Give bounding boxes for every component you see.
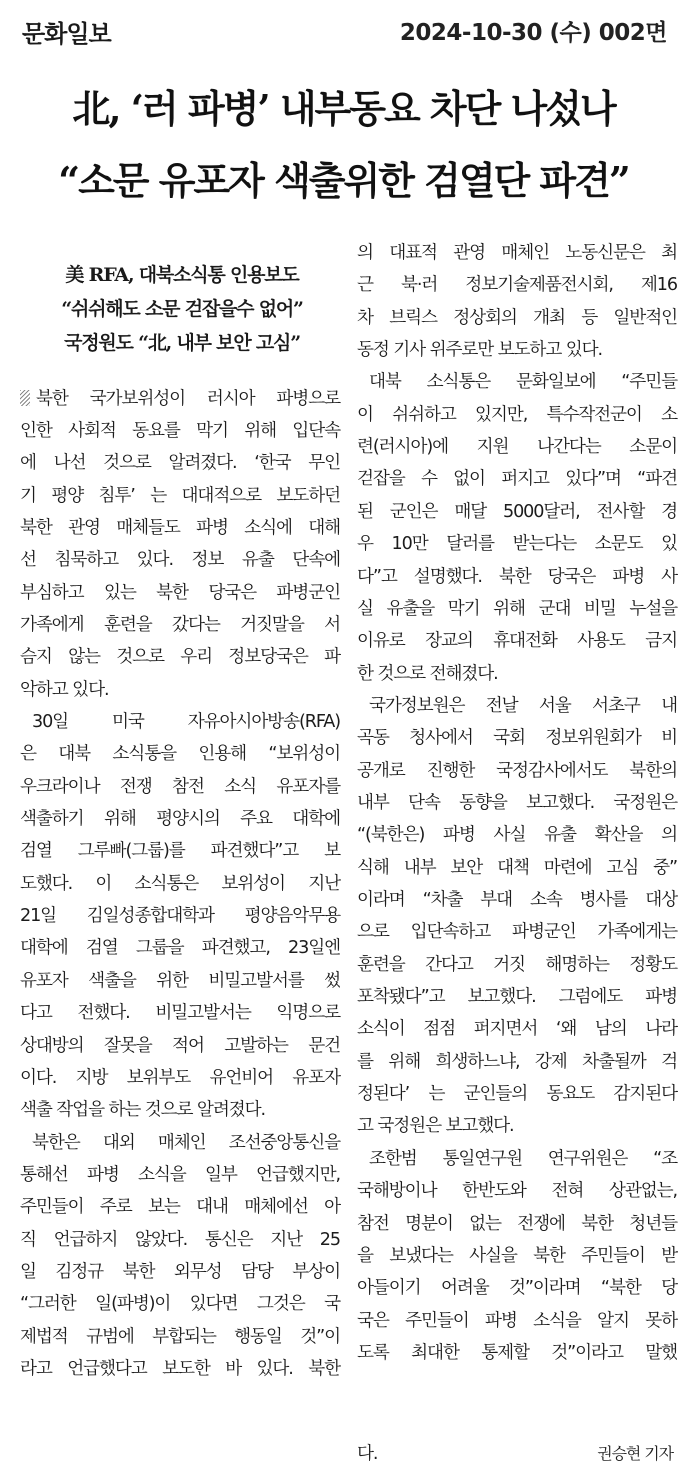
article-text-line: 을 보냈다는 사실을 북한 주민들이 받 [357, 1245, 677, 1266]
article-text-line: 국은 주민들이 파병 소식을 알지 못하 [357, 1310, 677, 1331]
article-text-line: 국해방이나 한반도와 전혀 상관없는, [357, 1181, 677, 1202]
article-text-line: “그러한 일(파병)이 있다면 그것은 국 [20, 1294, 340, 1315]
article-text-line: 이라며 “차출 부대 소속 병사를 대상 [357, 890, 677, 910]
article-text-line: “(북한은) 파병 사실 유출 확산을 의 [357, 825, 677, 846]
deck-line: 국정원도 “北, 내부 보안 고심” [64, 332, 300, 354]
article-text-line: 에 나선 것으로 알려졌다. ‘한국 무인 [20, 453, 340, 474]
article-text-line: 일 김정규 북한 외무성 담당 부상이 [20, 1261, 340, 1282]
article-text-line: 고 국정원은 보고했다. [357, 1116, 514, 1137]
headline-line-2: “소문 유포자 색출위한 검열단 파견” [58, 158, 629, 203]
newspaper-name: 문화일보 [22, 19, 111, 48]
article-text-line: 북한은 대외 매체인 조선중앙통신을 [32, 1132, 340, 1153]
article-text-line: 우 10만 달러를 받는다는 소문도 있 [357, 534, 677, 555]
article-text-line: 소식이 점점 퍼지면서 ‘왜 남의 나라 [357, 1019, 677, 1040]
article-text-line: 라고 언급했다고 보도한 바 있다. 북한 [20, 1359, 340, 1379]
article-text-line: 21일 김일성종합대학과 평양음악무용 [20, 906, 340, 927]
article-text-line: 색출 작업을 하는 것으로 알려졌다. [20, 1100, 266, 1121]
article-text-line: 국가정보원은 전날 서울 서초구 내 [369, 695, 677, 716]
article-text-line: 실 유출을 막기 위해 군대 비밀 누설을 [357, 598, 677, 619]
article-text-line: 정된다’ 는 군인들의 동요도 감지된다 [357, 1084, 677, 1105]
article-text-line: 직 언급하지 않았다. 통신은 지난 25 [20, 1229, 340, 1250]
article-text-line: 의 대표적 관영 매체인 노동신문은 최 [357, 243, 677, 263]
article-text-line: 기 평양 침투’ 는 대대적으로 보도하던 [20, 485, 340, 506]
article-text: 북한 국가보위성이 러시아 파병으로 [36, 388, 340, 409]
headline-line-1: 北, ‘러 파병’ 내부동요 차단 나섰나 [72, 86, 615, 131]
article-text-line [20, 386, 340, 412]
article-text-line: 유포자 색출을 위한 비밀고발서를 썼 [20, 970, 340, 991]
article-text-line: 된 군인은 매달 5000달러, 전사할 경 [357, 501, 677, 522]
article-text-line: 이 쉬쉬하고 있지만, 특수작전군이 소 [357, 404, 677, 425]
article-text-line: 대북 소식통은 문화일보에 “주민들 [369, 372, 677, 393]
article-ending: 다. [357, 1444, 378, 1464]
article-text-line: 내부 단속 동향을 보고했다. 국정원은 [357, 792, 677, 813]
article-text-line: 우크라이나 전쟁 참전 소식 유포자를 [20, 776, 340, 797]
article-text-line: 도했다. 이 소식통은 보위성이 지난 [20, 873, 340, 894]
masthead [0, 0, 687, 56]
article-text-line: 다”고 설명했다. 북한 당국은 파병 사 [357, 566, 677, 587]
article-text-line: 동정 기사 위주로만 보도하고 있다. [357, 340, 603, 361]
article-text-line: 대학에 검열 그룹을 파견했고, 23일엔 [20, 938, 340, 959]
reporter-byline: 권승현 기자 [597, 1444, 673, 1463]
article-text-line: 이유로 장교의 휴대전화 사용도 금지 [357, 631, 677, 652]
article-text-line: 를 위해 희생하느냐, 강제 차출될까 걱 [357, 1051, 677, 1072]
article-text-line: 참전 명분이 없는 전쟁에 북한 청년들 [357, 1213, 677, 1234]
deck-line: 美 RFA, 대북소식통 인용보도 [65, 264, 299, 286]
article-byline-row [357, 1441, 677, 1467]
article-text-line: 슴지 않는 것으로 우리 정보당국은 파 [20, 647, 340, 668]
article-text-line: 상대방의 잘못을 적어 고발하는 문건 [20, 1035, 340, 1056]
article-text-line: 훈련을 간다고 거짓 해명하는 정황도 [357, 954, 677, 975]
article-text-line: 은 대북 소식통을 인용해 “보위성이 [20, 744, 340, 765]
article-text-line: 가족에게 훈련을 갔다는 거짓말을 서 [20, 614, 340, 635]
article-text-line: 도록 최대한 통제할 것”이라고 말했 [357, 1342, 677, 1363]
article-text-line: 근 북·러 정보기술제품전시회, 제16 [357, 275, 677, 296]
article-text-line: 색출하기 위해 평양시의 주요 대학에 [20, 809, 340, 830]
article-text-line: 주민들이 주로 보는 대내 매체에선 아 [20, 1197, 340, 1218]
article-text-line: 한 것으로 전해졌다. [357, 663, 498, 684]
article-text-line: 제법적 규범에 부합되는 행동일 것”이 [20, 1326, 340, 1347]
article-text-line: 인한 사회적 동요를 막기 위해 입단속 [20, 420, 340, 441]
article-text-line: 포착됐다”고 보고했다. 그럼에도 파병 [357, 987, 677, 1008]
article-text-line: 공개로 진행한 국정감사에서도 북한의 [357, 760, 677, 781]
article-text-line: 조한범 통일연구원 연구위원은 “조 [369, 1148, 677, 1169]
article-text-line: 곡동 청사에서 국회 정보위원회가 비 [357, 728, 677, 749]
article-text-line: 으로 입단속하고 파병군인 가족에게는 [357, 922, 677, 943]
issue-date-page: 2024-10-30 (수) 002면 [399, 20, 667, 46]
article-text-line: 련(러시아)에 지원 나간다는 소문이 [357, 437, 677, 458]
article-text-line: 악하고 있다. [20, 679, 109, 700]
article-text-line: 걷잡을 수 없이 퍼지고 있다”며 “파견 [357, 469, 677, 490]
article-text-line: 다고 전했다. 비밀고발서는 익명으로 [20, 1003, 340, 1024]
article-text-line: 식해 내부 보안 대책 마련에 고심 중” [357, 857, 677, 878]
article-text-line: 아들이기 어려울 것”이라며 “북한 당 [357, 1278, 677, 1299]
subheadline-deck [16, 258, 348, 360]
article-text-line: 부심하고 있는 북한 당국은 파병군인 [20, 582, 340, 603]
article-text-line: 이다. 지방 보위부도 유언비어 유포자 [20, 1067, 340, 1088]
article-text-line: 북한 관영 매체들도 파병 소식에 대해 [20, 517, 340, 538]
deck-line: “쉬쉬해도 소문 걷잡을수 없어” [61, 298, 303, 320]
article-text-line: 통해선 파병 소식을 일부 언급했지만, [20, 1164, 340, 1185]
lead-marker-icon [20, 390, 30, 406]
article-text-line: 선 침묵하고 있다. 정보 유출 단속에 [20, 550, 340, 571]
article-text-line: 30일 미국 자유아시아방송(RFA) [32, 712, 340, 732]
article-text-line: 검열 그루빠(그룹)를 파견했다”고 보 [20, 841, 340, 862]
article-text-line: 차 브릭스 정상회의 개최 등 일반적인 [357, 307, 677, 328]
